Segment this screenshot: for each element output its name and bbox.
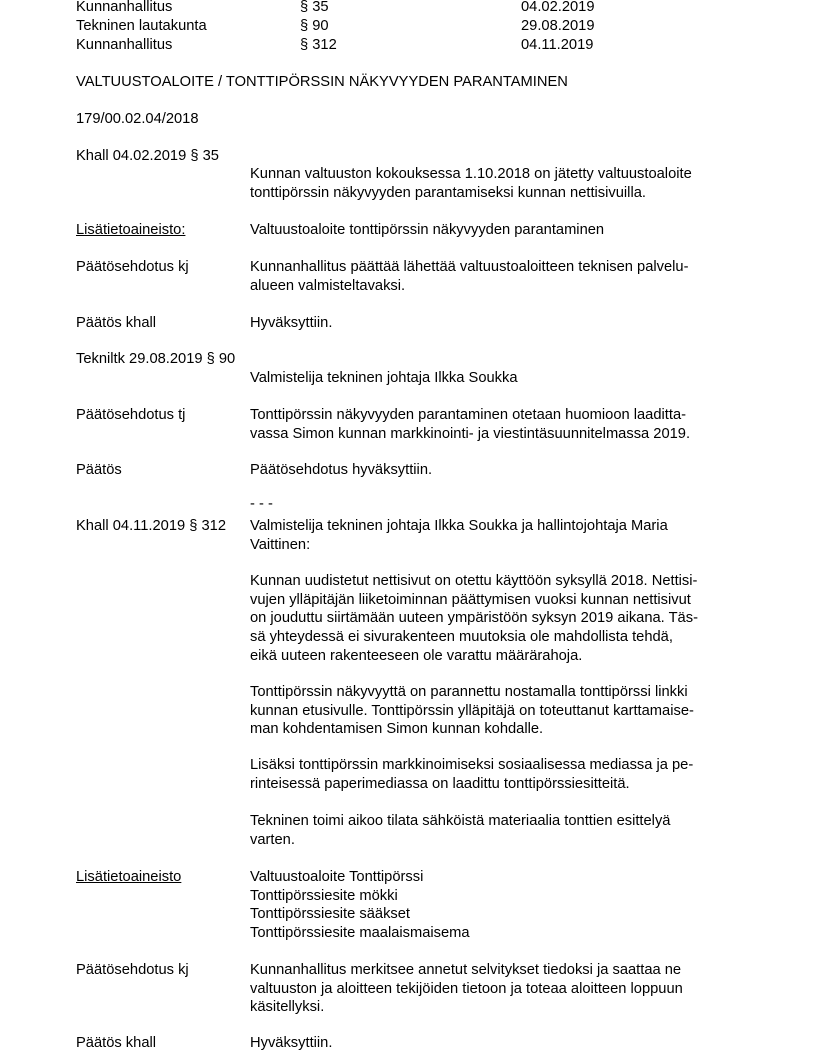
- khall1-decision: Hyväksyttiin.: [250, 315, 333, 331]
- tekn-decision: Päätösehdotus hyväksyttiin.: [250, 462, 433, 478]
- khall1-proposal-label: Päätösehdotus kj: [76, 259, 189, 275]
- text-line: sä yhteydessä ei sivurakenteen muutoksia ole mahdollista tehdä,: [250, 629, 673, 646]
- tekn-preparer: Valmistelija tekninen johtaja Ilkka Soukka: [250, 370, 518, 386]
- text-line: Valmistelija tekninen johtaja Ilkka Soukka ja hallintojohtaja Maria: [250, 518, 668, 534]
- text-line: käsitellyksi.: [250, 999, 325, 1016]
- khall2-proposal: [250, 961, 740, 1017]
- khall2-attachments: [250, 868, 740, 943]
- khall2-paragraph-2: [250, 683, 740, 739]
- text-line: tonttipörssin näkyvyyden parantamiseksi kunnan nettisivuilla.: [250, 184, 646, 201]
- khall2-proposal-label: Päätösehdotus kj: [76, 962, 189, 978]
- header-body-3: Kunnanhallitus: [76, 37, 173, 53]
- record-number: 179/00.02.04/2018: [76, 111, 199, 127]
- khall2-paragraph-4: [250, 812, 740, 849]
- text-line: Tonttipörssin näkyvyyden parantaminen otetaan huomioon laaditta-: [250, 407, 686, 423]
- khall2-preparer: [250, 517, 740, 554]
- text-line: rinteisessä paperimediassa on laadittu tonttipörssiesitteitä.: [250, 775, 630, 792]
- khall1-attachments-label: Lisätietoaineisto:: [76, 222, 186, 238]
- text-line: Vaittinen:: [250, 536, 311, 553]
- tekn-proposal: [250, 406, 740, 443]
- header-section-2: § 90: [300, 18, 329, 34]
- khall2-label: Khall 04.11.2019 § 312: [76, 518, 226, 534]
- separator: - - -: [250, 496, 273, 512]
- tekn-decision-label: Päätös: [76, 462, 122, 478]
- text-line: Kunnan uudistetut nettisivut on otettu käyttöön syksyllä 2018. Nettisi-: [250, 573, 698, 589]
- khall1-proposal: [250, 258, 740, 295]
- khall2-paragraph-1: [250, 572, 740, 666]
- header-body-1: Kunnanhallitus: [76, 0, 173, 15]
- text-line: Lisäksi tonttipörssin markkinoimiseksi sosiaalisessa mediassa ja pe-: [250, 757, 694, 773]
- header-date-2: 29.08.2019: [521, 18, 595, 34]
- text-line: vassa Simon kunnan markkinointi- ja viestintäsuunnitelmassa 2019.: [250, 425, 691, 442]
- header-section-1: § 35: [300, 0, 329, 15]
- document-title: VALTUUSTOALOITE / TONTTIPÖRSSIN NÄKYVYYDEN PARANTAMINEN: [76, 74, 568, 90]
- text-line: alueen valmisteltavaksi.: [250, 277, 406, 294]
- khall1-label: Khall 04.02.2019 § 35: [76, 148, 219, 164]
- text-line: Kunnan valtuuston kokouksessa 1.10.2018 on jätetty valtuustoaloite: [250, 166, 692, 182]
- text-line: Kunnanhallitus päättää lähettää valtuustoaloitteen teknisen palvelu-: [250, 259, 689, 275]
- attachment-item: Tonttipörssiesite maalaismaisema: [250, 925, 470, 942]
- header-section-3: § 312: [300, 37, 337, 53]
- tekn-label: Tekniltk 29.08.2019 § 90: [76, 351, 236, 367]
- header-body-2: Tekninen lautakunta: [76, 18, 207, 34]
- khall2-paragraph-3: [250, 756, 740, 793]
- khall1-text: [250, 165, 740, 202]
- text-line: man kohdentamisen Simon kunnan kohdalle.: [250, 721, 544, 738]
- tekn-proposal-label: Päätösehdotus tj: [76, 407, 186, 423]
- text-line: varten.: [250, 831, 295, 848]
- khall2-decision-label: Päätös khall: [76, 1035, 157, 1051]
- khall2-decision: Hyväksyttiin.: [250, 1035, 333, 1051]
- attachment-item: Valtuustoaloite Tonttipörssi: [250, 869, 424, 885]
- attachment-item: Tonttipörssiesite sääkset: [250, 906, 411, 923]
- text-line: Kunnanhallitus merkitsee annetut selvitykset tiedoksi ja saattaa ne: [250, 962, 682, 978]
- text-line: valtuuston ja aloitteen tekijöiden tietoon ja toteaa aloitteen loppuun: [250, 980, 683, 997]
- text-line: vujen ylläpitäjän liiketoiminnan päättymisen vuoksi kunnan nettisivut: [250, 591, 691, 608]
- text-line: kunnan etusivulle. Tonttipörssin ylläpitäjä on toteuttanut karttamaise-: [250, 702, 694, 719]
- khall2-attachments-label: Lisätietoaineisto: [76, 869, 182, 885]
- text-line: on jouduttu siirtämään uuteen ympäristöön syksyn 2019 aikana. Täs-: [250, 610, 698, 627]
- header-date-3: 04.11.2019: [521, 37, 594, 53]
- text-line: Tekninen toimi aikoo tilata sähköistä materiaalia tonttien esittelyä: [250, 813, 671, 829]
- khall1-decision-label: Päätös khall: [76, 315, 157, 331]
- text-line: eikä uuteen rakenteeseen ole varattu määrärahoja.: [250, 647, 583, 664]
- attachment-item: Tonttipörssiesite mökki: [250, 887, 398, 904]
- khall1-attachments: Valtuustoaloite tonttipörssin näkyvyyden parantaminen: [250, 222, 605, 238]
- text-line: Tonttipörssin näkyvyyttä on parannettu nostamalla tonttipörssi linkki: [250, 684, 688, 700]
- header-date-1: 04.02.2019: [521, 0, 595, 15]
